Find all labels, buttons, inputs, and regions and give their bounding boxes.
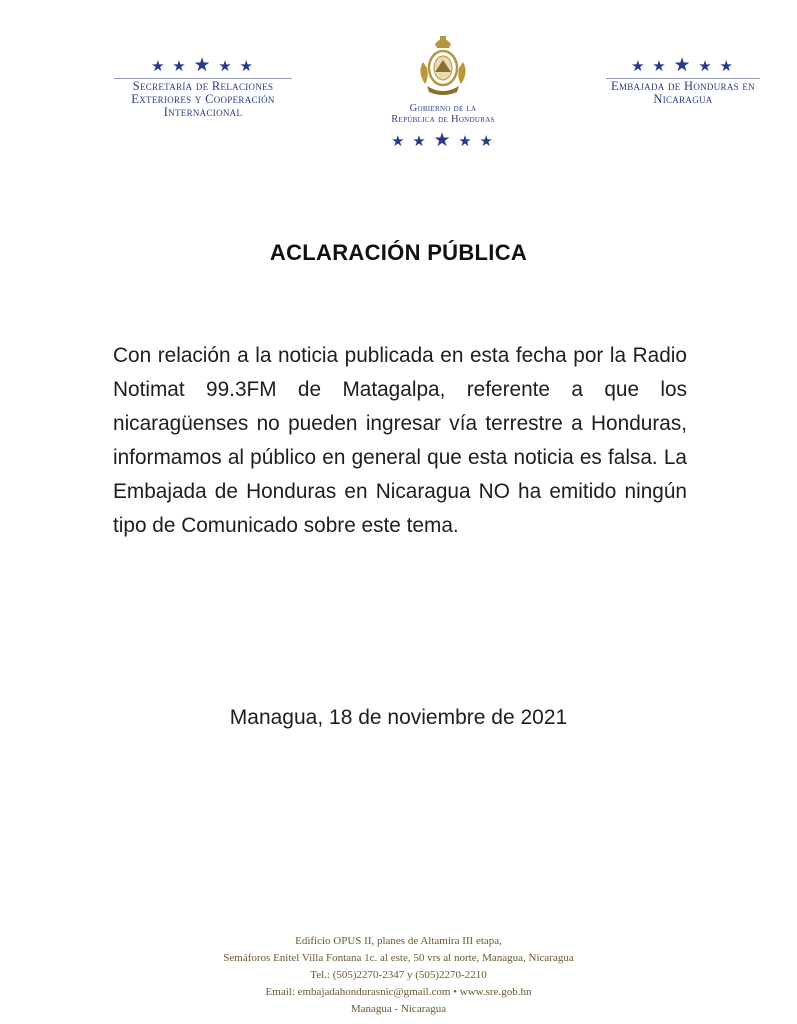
secretaria-line-2: Exteriores y Cooperación bbox=[131, 92, 275, 106]
embajada-line-2: Nicaragua bbox=[653, 92, 713, 106]
gobierno-line-2: República de Honduras bbox=[391, 114, 495, 125]
stars-row-right: ★ ★ ★ ★ ★ bbox=[631, 55, 735, 76]
place-date: Managua, 18 de noviembre de 2021 bbox=[229, 706, 568, 729]
embajada-line-1: Embajada de Honduras en bbox=[611, 79, 755, 93]
header-secretaria bbox=[108, 56, 298, 119]
gobierno-line-1: Gobierno de la bbox=[409, 103, 477, 114]
header-embajada bbox=[602, 56, 764, 106]
secretaria-line-1: Secretaría de Relaciones bbox=[132, 79, 274, 93]
coat-of-arms-icon bbox=[413, 34, 473, 98]
footer-line-2: Semáforos Enitel Villa Fontana 1c. al este, 50 vrs al norte, Managua, Nicaragua bbox=[223, 952, 574, 964]
footer-line-1: Edificio OPUS II, planes de Altamira III etapa, bbox=[295, 935, 502, 947]
footer-line-4: Email: embajadahondurasnic@gmail.com • www.sre.gob.hn bbox=[265, 986, 532, 998]
footer-address bbox=[0, 933, 797, 1018]
stars-row-center: ★ ★ ★ ★ ★ bbox=[391, 130, 495, 151]
document-title: ACLARACIÓN PÚBLICA bbox=[269, 240, 528, 265]
footer-line-5: Managua - Nicaragua bbox=[350, 1003, 447, 1015]
header-gobierno bbox=[368, 34, 518, 150]
secretaria-line-3: Internacional bbox=[163, 105, 243, 119]
body-paragraph: Con relación a la noticia publicada en esta fecha por la Radio Notimat 99.3FM de Matagalpa, referente a que los nicaragüenses no pueden ingresar vía terrestre a Honduras, informamos al público en general que esta noticia es falsa. La Embajada de Honduras en Nicaragua NO ha emitido ningún tipo de Comunicado sobre este tema. bbox=[113, 344, 687, 537]
stars-row-left: ★ ★ ★ ★ ★ bbox=[151, 55, 255, 76]
footer-line-3: Tel.: (505)2270-2347 y (505)2270-2210 bbox=[310, 969, 487, 981]
